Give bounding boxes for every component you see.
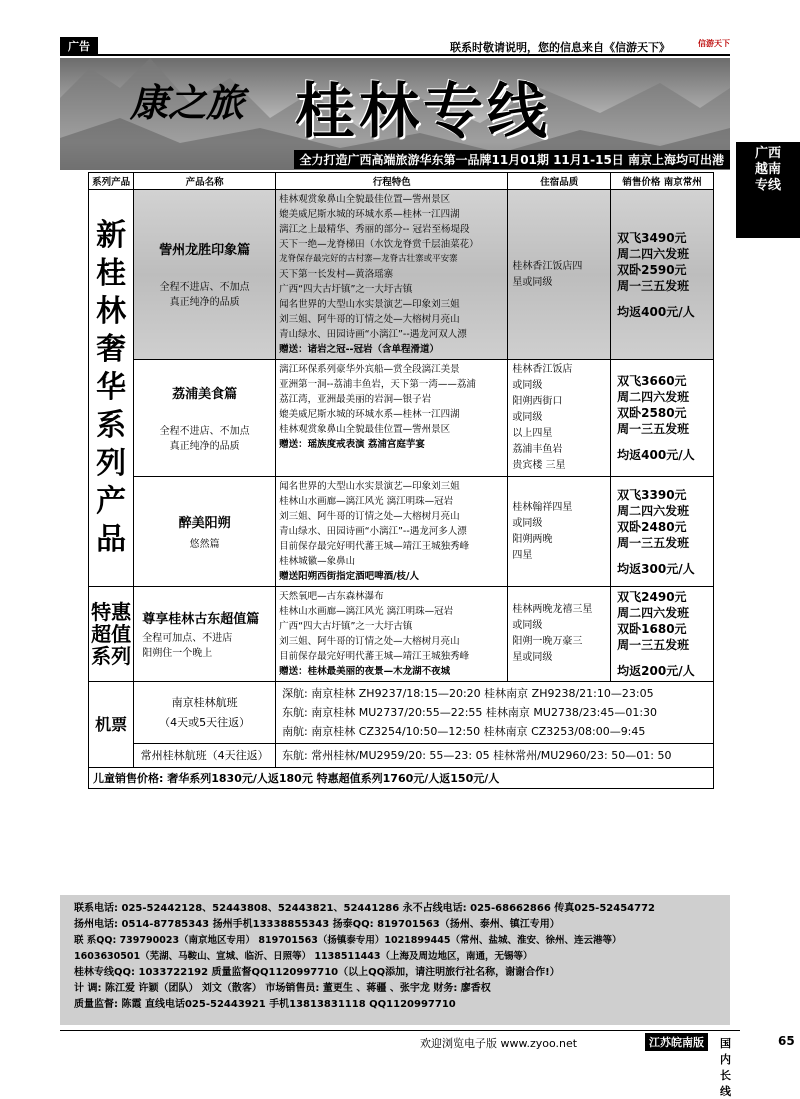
flight-note: （4天或5天往返）: [159, 715, 251, 729]
hotel-line: 荔浦丰鱼岩: [512, 444, 563, 455]
price-return: 均返200元/人: [617, 664, 695, 678]
hotel-cell: [508, 190, 611, 360]
itinerary-cell: [276, 190, 508, 360]
table-header-row: [89, 173, 714, 190]
itinerary-line: 广西“四大古圩镇”之一大圩古镇: [279, 284, 413, 295]
brand-logo: 信游天下: [698, 39, 730, 48]
hotel-line: 桂林香江饭店四: [512, 260, 583, 272]
product-note: 全程不进店、不加点: [159, 425, 250, 437]
brand-logo-text: 康之旅: [130, 80, 245, 125]
contact-line: 计 调: 陈江爱 许颖（团队） 刘文（散客） 市场销售员: 董更生 、蒋疆 、张宇龙 财务: 廖香权: [74, 983, 491, 994]
hotel-cell: [508, 587, 611, 682]
itinerary-line: 天下第一长发村—黄洛瑶寨: [279, 269, 394, 280]
itinerary-line: 青山绿水、田园诗画“小漓江”--遇龙河双人漂: [279, 329, 467, 340]
hotel-line: 贵宾楼 三星: [512, 460, 566, 471]
price-line: 周二四六发班: [617, 606, 690, 620]
browse-link[interactable]: 欢迎浏览电子版 www.zyoo.net: [420, 1037, 578, 1050]
price-line: 双卧1680元: [617, 622, 687, 636]
price-line: 周二四六发班: [617, 390, 690, 404]
hotel-line: 阳朔一晚万豪三: [512, 636, 583, 647]
product-note: 真正纯净的品质: [169, 440, 240, 452]
flight-schedule-cell: [276, 682, 714, 744]
edition-badge: 江苏皖南版: [645, 1033, 708, 1051]
itinerary-line: 漓江之上最精华、秀丽的部分-- 冠岩至杨堤段: [279, 224, 470, 235]
page-footer: [60, 1030, 795, 1098]
child-price-row: [89, 768, 714, 789]
hotel-line: 以上四星: [512, 428, 553, 439]
ad-label: 广告: [60, 37, 98, 55]
product-note: 悠然篇: [189, 538, 220, 550]
itinerary-line: 闻名世界的大型山水实景演艺—印象刘三姐: [279, 299, 460, 310]
itinerary-line: 荔江湾，亚洲最美丽的岩洞—银子岩: [279, 394, 432, 405]
itinerary-line: 桂林观赏象鼻山全貌最佳位置—訾州景区: [279, 194, 451, 205]
contact-line: 联 系QQ: 739790023（南京地区专用） 819701563（扬镇泰专用）1021899445（常州、盐城、淮安、徐州、连云港等）: [74, 935, 622, 946]
itinerary-line: 桂林山水画廊—漓江风光 漓江明珠—冠岩: [279, 496, 454, 507]
product-name: 尊享桂林古东超值篇: [142, 611, 260, 627]
hotel-line: 阳朔西街口: [512, 396, 563, 407]
itinerary-line: 桂林城徽—象鼻山: [279, 556, 356, 567]
flight-line: 南航: 南京桂林 CZ3254/10:50—12:50 桂林南京 CZ3253/08:00—9:45: [282, 725, 646, 738]
itinerary-line: 刘三姐、阿牛哥的订情之处—大榕树月亮山: [279, 511, 460, 522]
hotel-cell: [508, 360, 611, 477]
price-cell: [611, 360, 714, 477]
price-line: 周一三五发班: [617, 278, 690, 293]
product-name: 荔浦美食篇: [172, 386, 238, 402]
contact-line: 1603630501（芜湖、马鞍山、宣城、临沂、日照等） 1138511443（上海及周边地区，南通，无锡等）: [74, 951, 533, 962]
itinerary-line: 刘三姐、阿牛哥的订情之处—大榕树月亮山: [279, 636, 460, 647]
itinerary-gift: 赠送：桂林最美丽的夜景—木龙湖不夜城: [279, 666, 451, 677]
itinerary-line: 闻名世界的大型山水实景演艺—印象刘三姐: [279, 481, 460, 492]
side-tab-line: 越南: [754, 162, 781, 177]
header-hotel: 住宿品质: [508, 173, 611, 190]
itinerary-gift: 赠送：诸岩之冠--冠岩（含单程滑道）: [279, 344, 439, 355]
itinerary-cell: [276, 587, 508, 682]
flight-row-nanjing: [89, 682, 714, 744]
itinerary-line: 天下一绝—龙脊梯田（水饮龙脊赏千层油菜花）: [279, 239, 479, 250]
price-line: 双卧2480元: [617, 519, 687, 534]
contact-info: [60, 895, 730, 1025]
price-line: 双卧2580元: [617, 406, 687, 420]
price-line: 周一三五发班: [617, 422, 690, 436]
flight-category: 机票: [89, 682, 134, 768]
price-line: 双卧2590元: [617, 262, 687, 277]
top-bar: [60, 36, 730, 56]
itinerary-gift: 赠送阳朔西街指定酒吧啤酒/枝/人: [279, 571, 420, 582]
header-series: 系列产品: [89, 173, 134, 190]
itinerary-line: 媲美威尼斯水城的环城水系—桂林一江四湖: [279, 409, 460, 420]
hotel-line: 四星: [512, 549, 533, 561]
table-row: [89, 587, 714, 682]
side-section-tab: [736, 142, 800, 238]
itinerary-line: 媲美威尼斯水城的环城水系—桂林一江四湖: [279, 209, 460, 220]
table-row: [89, 360, 714, 477]
product-note: 全程不进店、不加点: [159, 282, 250, 293]
hotel-line: 桂林香江饭店: [512, 364, 573, 375]
product-table: [88, 172, 714, 789]
price-return: 均返300元/人: [617, 561, 695, 576]
itinerary-line: 漓江环保系列豪华外宾船—赏全段漓江美景: [279, 364, 460, 375]
price-line: 周二四六发班: [617, 246, 690, 261]
price-return: 均返400元/人: [617, 304, 695, 319]
hotel-line: 或同级: [512, 620, 543, 631]
hotel-line: 或同级: [512, 412, 543, 423]
itinerary-cell: [276, 477, 508, 587]
product-name: 訾州龙胜印象篇: [159, 243, 251, 258]
itinerary-line: 桂林山水画廊—漓江风光 漓江明珠—冠岩: [279, 606, 454, 617]
price-line: 双飞3390元: [617, 487, 687, 502]
luxury-series-label: 新桂林奢华系列产品: [89, 190, 134, 587]
itinerary-line: 广西“四大古圩镇”之一大圩古镇: [279, 621, 413, 632]
product-cell: [134, 190, 276, 360]
itinerary-line: 刘三姐、阿牛哥的订情之处—大榕树月亮山: [279, 314, 460, 325]
table-row: [89, 190, 714, 360]
price-cell: [611, 190, 714, 360]
child-price: 儿童销售价格: 奢华系列1830元/人返180元 特惠超值系列1760元/人返150元/人: [89, 768, 714, 789]
itinerary-line: 龙脊保存最完好的古村寨—龙脊古壮寨或平安寨: [279, 254, 458, 264]
itinerary-gift: 赠送：瑶族度戒表演 荔浦宫庭芋宴: [279, 439, 425, 450]
product-note: 真正纯净的品质: [169, 297, 240, 308]
flight-line: 东航: 常州桂林/MU2959/20: 55—23: 05 桂林常州/MU2960/23: 50—01: 50: [276, 744, 714, 768]
itinerary-line: 亚洲第一洞--荔浦丰鱼岩，天下第一湾——荔浦: [279, 379, 476, 390]
hotel-line: 星或同级: [512, 276, 553, 288]
hotel-line: 桂林两晚龙禧三星: [512, 604, 593, 615]
contact-line: 联系电话: 025-52442128、52443808、52443821、52441286 永不占线电话: 025-68662866 传真025-52454772: [74, 903, 655, 914]
flight-name-cell: [134, 682, 276, 744]
page-title: 桂林专线: [295, 77, 551, 147]
flight-line: 深航: 南京桂林 ZH9237/18:15—20:20 桂林南京 ZH9238/21:10—23:05: [282, 687, 654, 700]
price-cell: [611, 587, 714, 682]
hotel-line: 桂林翰祥四星: [512, 501, 573, 513]
price-line: 周一三五发班: [617, 535, 690, 550]
product-cell: [134, 477, 276, 587]
page-number: 65: [778, 1034, 795, 1048]
price-cell: [611, 477, 714, 587]
flight-line: 东航: 南京桂林 MU2737/20:55—22:55 桂林南京 MU2738/23:45—01:30: [282, 706, 658, 719]
itinerary-line: 天然氧吧—古东森林瀑布: [279, 591, 384, 602]
price-line: 双飞3490元: [617, 230, 687, 245]
contact-line: 扬州电话: 0514-87785343 扬州手机13338855343 扬泰QQ: 819701563（扬州、泰州、镇江专用）: [74, 919, 560, 930]
hotel-line: 星或同级: [512, 652, 553, 663]
source-notice: 联系时敬请说明，您的信息来自《信游天下》: [450, 41, 670, 54]
section-label: 国内长线: [720, 1037, 731, 1098]
itinerary-line: 目前保存最完好明代蕃王城—靖江王城独秀峰: [279, 651, 470, 662]
product-cell: [134, 360, 276, 477]
price-line: 周二四六发班: [617, 503, 690, 518]
product-cell: [134, 587, 276, 682]
hotel-line: 阳朔两晚: [512, 533, 553, 545]
header-price: 销售价格 南京常州: [611, 173, 714, 190]
hotel-line: 或同级: [512, 380, 543, 391]
subtitle: 全力打造广西高端旅游华东第一品牌11月01期 11月1-15日 南京上海均可出港: [294, 150, 731, 169]
product-note: 阳朔住一个晚上: [142, 647, 213, 659]
price-line: 双飞3660元: [617, 374, 687, 388]
price-line: 周一三五发班: [617, 638, 690, 652]
flight-row-changzhou: [89, 744, 714, 768]
contact-line: 质量监督: 陈霞 直线电话025-52443921 手机13813831118 QQ1120997710: [74, 999, 456, 1010]
header-itinerary: 行程特色: [276, 173, 508, 190]
itinerary-cell: [276, 360, 508, 477]
itinerary-line: 目前保存最完好明代蕃王城—靖江王城独秀峰: [279, 541, 470, 552]
special-series-label: 特惠超值系列: [89, 587, 134, 682]
itinerary-line: 桂林观赏象鼻山全貌最佳位置—訾州景区: [279, 424, 451, 435]
flight-name: 南京桂林航班: [171, 695, 238, 709]
product-name: 醉美阳朔: [178, 515, 231, 531]
price-return: 均返400元/人: [617, 448, 695, 462]
side-tab-line: 广西: [754, 146, 781, 161]
contact-line: 桂林专线QQ: 1033722192 质量监督QQ1120997710（以上QQ添加，请注明旅行社名称，谢谢合作!）: [74, 967, 560, 978]
flight-name: 常州桂林航班（4天往返）: [134, 744, 276, 768]
itinerary-line: 青山绿水、田园诗画“小漓江”--遇龙河多人漂: [279, 526, 467, 537]
table-row: [89, 477, 714, 587]
hero-banner: [60, 58, 730, 170]
side-tab-line: 专线: [754, 178, 781, 193]
price-line: 双飞2490元: [617, 590, 687, 604]
hotel-cell: [508, 477, 611, 587]
hotel-line: 或同级: [512, 517, 543, 529]
product-note: 全程可加点、不进店: [142, 632, 233, 644]
header-product: 产品名称: [134, 173, 276, 190]
